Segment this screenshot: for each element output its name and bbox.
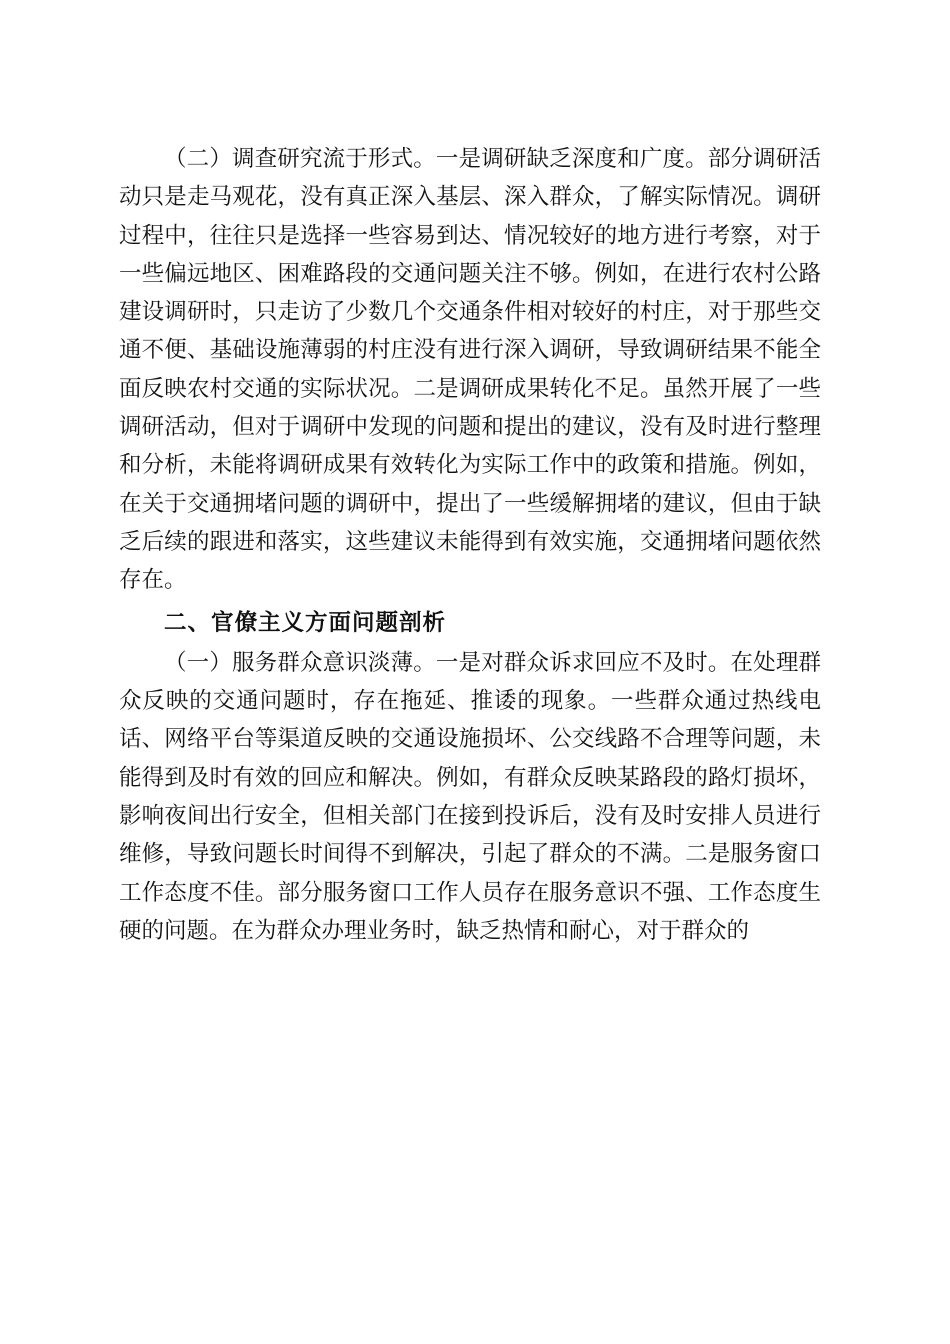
paragraph-service-awareness [119, 644, 821, 950]
paragraph-lead: （二）调查研究流于形式。 [164, 146, 436, 172]
section-heading-bureaucratism: 二、官僚主义方面问题剖析 [164, 609, 447, 636]
document-body [119, 140, 821, 950]
paragraph-text: 一是对群众诉求回应不及时。在处理群众反映的交通问题时，存在拖延、推诿的现象。一些群众通过热线电话、网络平台等渠道反映的交通设施损坏、公交线路不合理等问题，未能得到及时有效的回应和解决。例如，有群众反映某路段的路灯损坏，影响夜间出行安全，但相关部门在接到投诉后，没有及时安排人员进行维修，导致问题长时间得不到解决，引起了群众的不满。二是服务窗口工作态度不佳。部分服务窗口工作人员存在服务意识不强、工作态度生硬的问题。在为群众办理业务时，缺乏热情和耐心，对于群众的 [119, 649, 821, 944]
paragraph-lead: （一）服务群众意识淡薄。 [164, 649, 436, 676]
paragraph-text: 一是调研缺乏深度和广度。部分调研活动只是走马观花，没有真正深入基层、深入群众，了解实际情况。调研过程中，往往只是选择一些容易到达、情况较好的地方进行考察，对于一些偏远地区、困难路段的交通问题关注不够。例如，在进行农村公路建设调研时，只走访了少数几个交通条件相对较好的村庄，对于那些交通不便、基础设施薄弱的村庄没有进行深入调研，导致调研结果不能全面反映农村交通的实际状况。二是调研成果转化不足。虽然开展了一些调研活动，但对于调研中发现的问题和提出的建议，没有及时进行整理和分析，未能将调研成果有效转化为实际工作中的政策和措施。例如，在关于交通拥堵问题的调研中，提出了一些缓解拥堵的建议，但由于缺乏后续的跟进和落实，这些建议未能得到有效实施，交通拥堵问题依然存在。 [119, 146, 821, 594]
paragraph-investigation-formalism [119, 140, 821, 600]
